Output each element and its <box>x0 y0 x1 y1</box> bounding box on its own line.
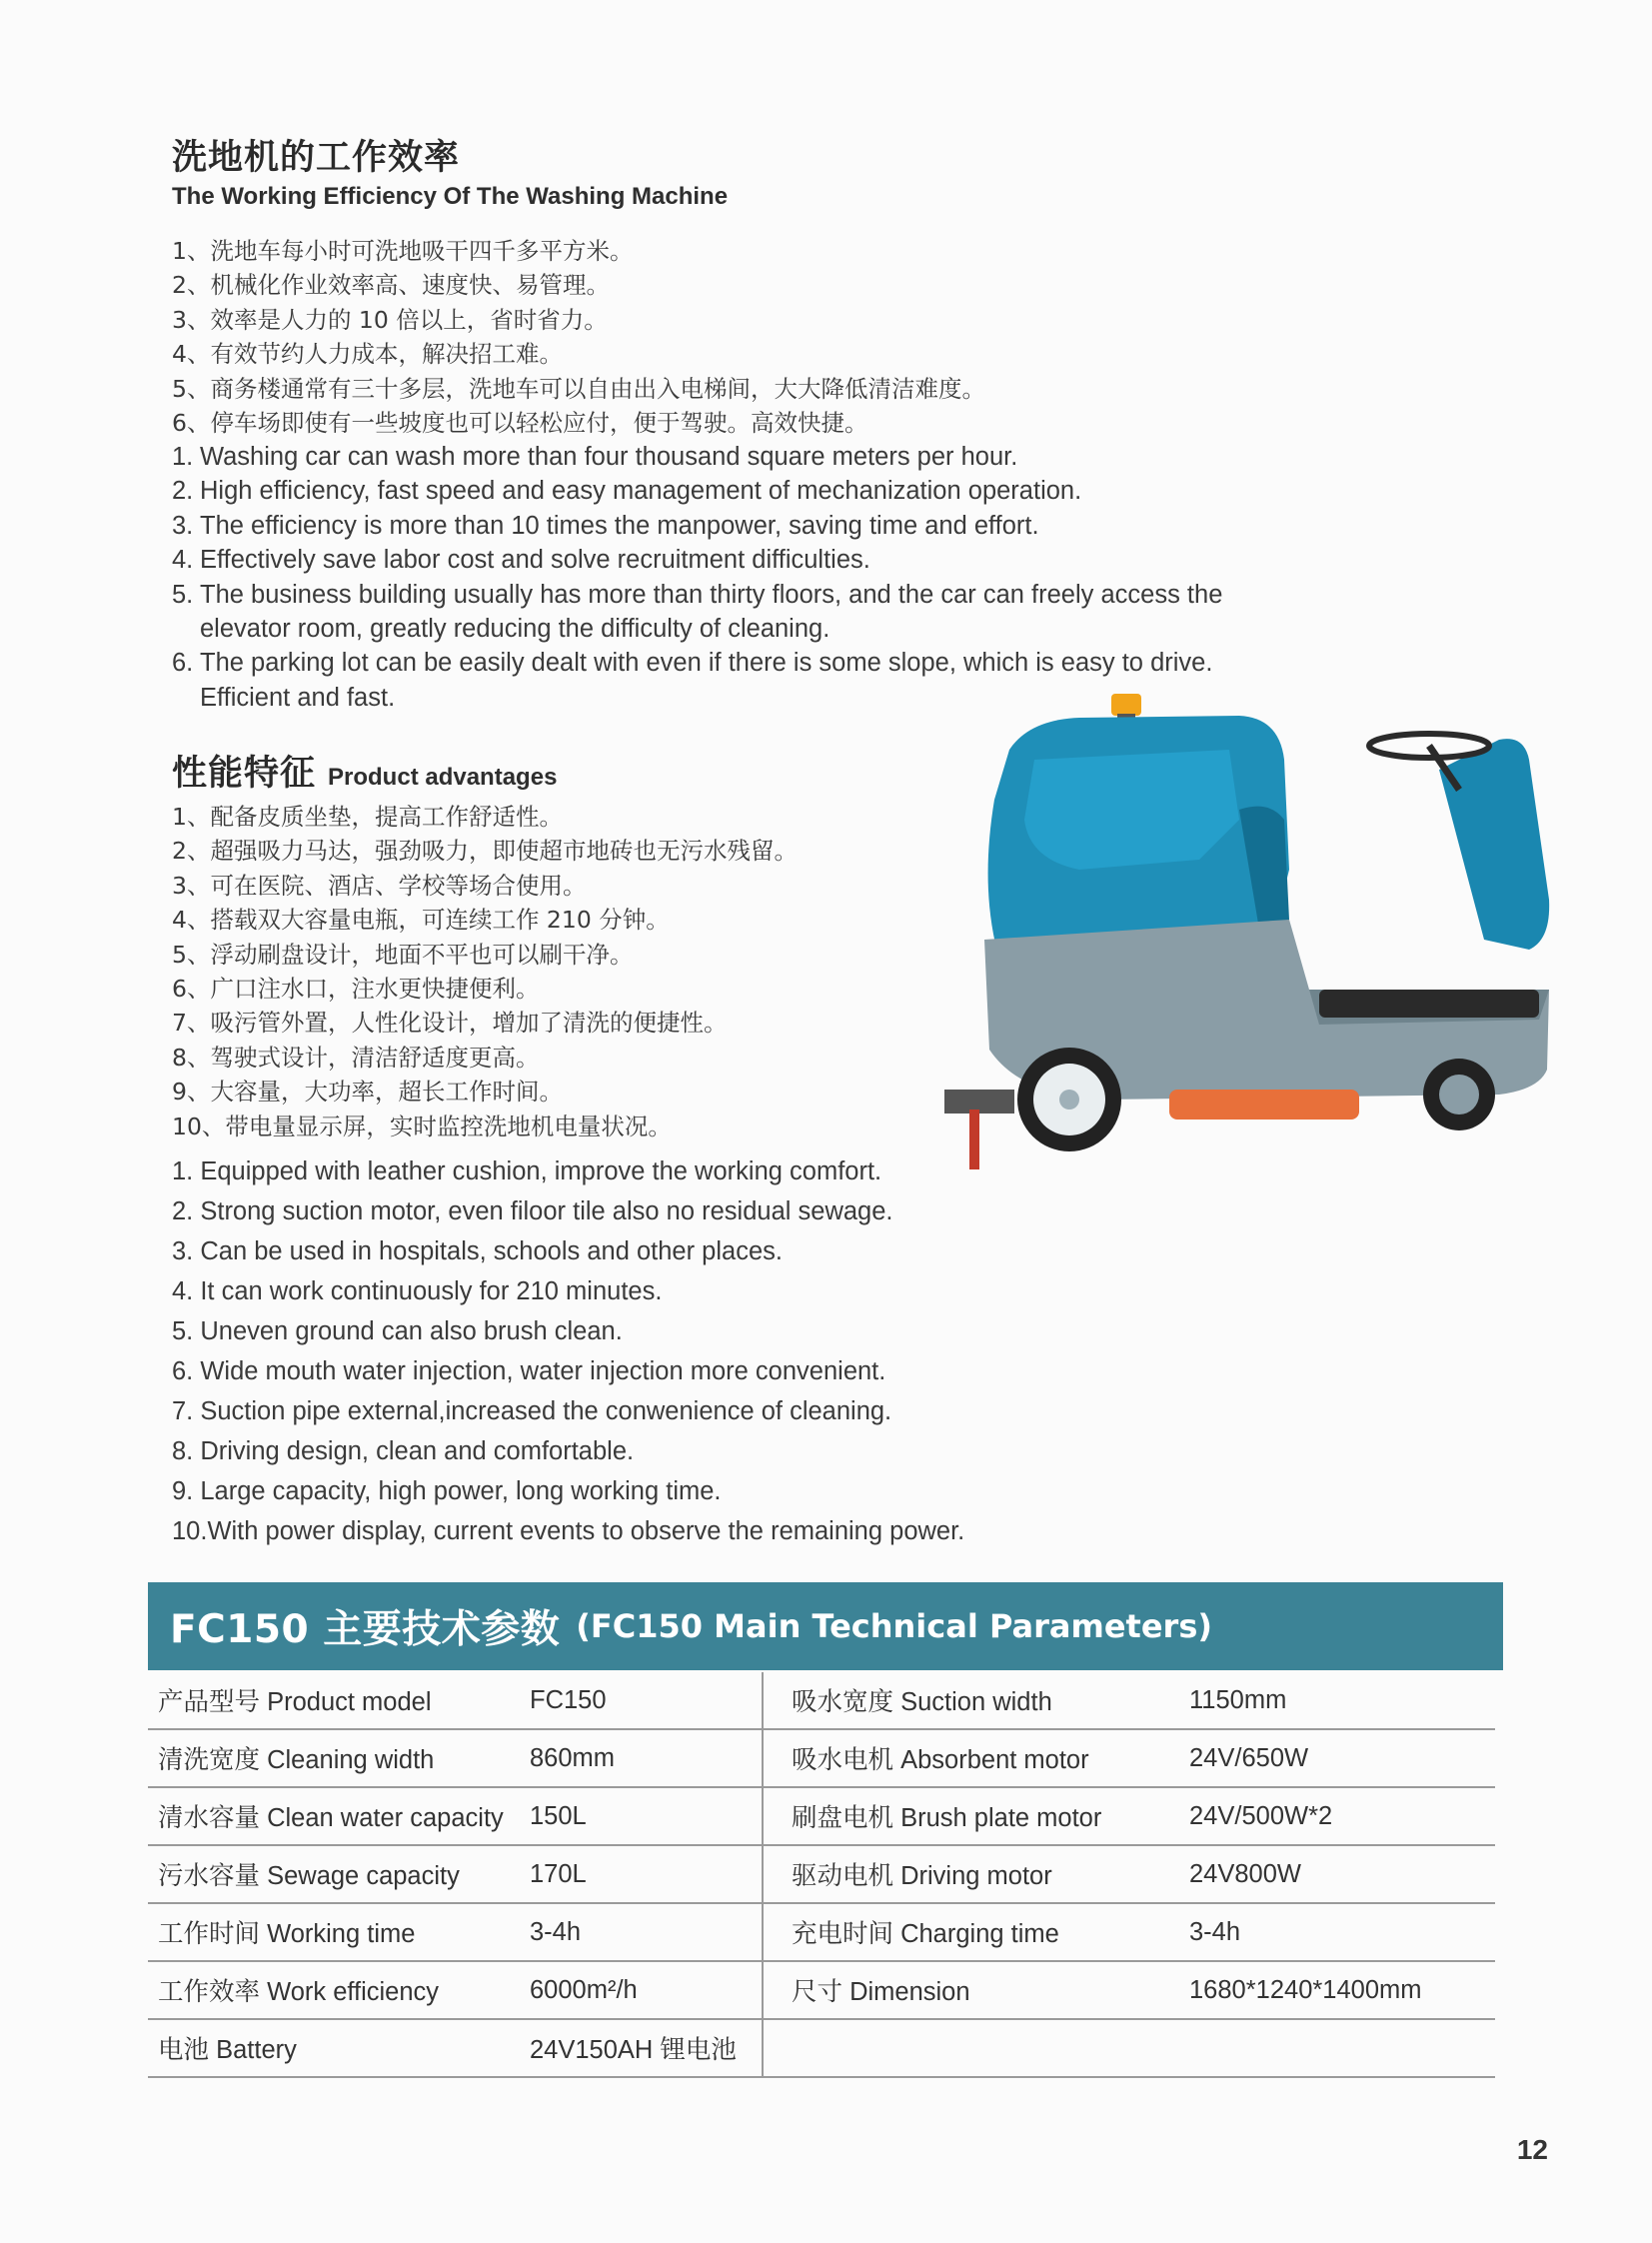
efficiency-list-en <box>172 440 1259 715</box>
list-item: 5、浮动刷盘设计，地面不平也可以刷干净。 <box>172 940 634 969</box>
param-value <box>1179 2019 1495 2077</box>
list-item: 4. It can work continuously for 210 minutes. <box>172 1277 663 1305</box>
item-number: 1. <box>172 443 194 471</box>
param-value: 24V800W <box>1179 1845 1495 1903</box>
param-label: 充电时间 Charging time <box>763 1903 1179 1961</box>
param-label: 驱动电机 Driving motor <box>763 1845 1179 1903</box>
warning-light <box>1111 694 1141 716</box>
param-label: 清水容量 Clean water capacity <box>148 1787 520 1845</box>
table-row <box>148 1672 1495 1729</box>
item-number: 5. <box>172 580 194 609</box>
param-value: 150L <box>520 1787 763 1845</box>
advantages-title-cn: 性能特征 <box>172 754 317 794</box>
list-item: 7、吸污管外置，人性化设计，增加了清洗的便捷性。 <box>172 1009 728 1038</box>
table-row <box>148 2019 1495 2077</box>
list-item <box>172 474 1259 508</box>
item-text: High efficiency, fast speed and easy management of mechanization operation. <box>200 477 1082 506</box>
table-row <box>148 1961 1495 2019</box>
item-number: 2. <box>172 477 194 506</box>
list-item: 10、带电量显示屏，实时监控洗地机电量状况。 <box>172 1112 672 1140</box>
param-label: 工作时间 Working time <box>148 1903 520 1961</box>
param-label: 刷盘电机 Brush plate motor <box>763 1787 1179 1845</box>
list-item <box>172 440 1259 474</box>
list-item: 3. Can be used in hospitals, schools and other places. <box>172 1237 783 1265</box>
list-item: 1. Equipped with leather cushion, improve the working comfort. <box>172 1157 882 1185</box>
list-item: 8. Driving design, clean and comfortable. <box>172 1437 635 1465</box>
table-row <box>148 1845 1495 1903</box>
list-item: 9. Large capacity, high power, long working time. <box>172 1477 722 1505</box>
params-banner <box>148 1582 1503 1670</box>
table-row <box>148 1729 1495 1787</box>
param-label: 产品型号 Product model <box>148 1672 520 1729</box>
efficiency-list-cn <box>172 234 985 440</box>
list-item: 5、商务楼通常有三十多层，洗地车可以自由出入电梯间，大大降低清洁难度。 <box>172 374 985 403</box>
list-item: 9、大容量，大功率，超长工作时间。 <box>172 1078 563 1107</box>
item-text: Effectively save labor cost and solve recruitment difficulties. <box>200 546 870 575</box>
params-title-en: (FC150 Main Technical Parameters) <box>576 1607 1212 1645</box>
table-row <box>148 1903 1495 1961</box>
item-number: 6. <box>172 649 194 678</box>
param-value: 24V/650W <box>1179 1729 1495 1787</box>
foot-plate <box>1319 990 1539 1018</box>
param-label <box>763 2019 1179 2077</box>
list-item: 2、机械化作业效率高、速度快、易管理。 <box>172 271 610 300</box>
steering-column <box>1439 739 1549 950</box>
list-item: 4、有效节约人力成本，解决招工难。 <box>172 340 563 369</box>
param-value: 1150mm <box>1179 1672 1495 1729</box>
param-value: FC150 <box>520 1672 763 1729</box>
param-value: 6000m²/h <box>520 1961 763 2019</box>
advantages-title-en: Product advantages <box>328 764 558 791</box>
brush-deck <box>1169 1090 1359 1120</box>
table-row <box>148 1787 1495 1845</box>
param-label: 吸水宽度 Suction width <box>763 1672 1179 1729</box>
advantages-list-en <box>172 1151 964 1551</box>
list-item <box>172 578 1259 647</box>
param-value: 860mm <box>520 1729 763 1787</box>
item-number: 4. <box>172 546 194 575</box>
list-item: 3、效率是人力的 10 倍以上，省时省力。 <box>172 305 608 334</box>
item-text: Washing car can wash more than four thousand square meters per hour. <box>200 443 1018 471</box>
param-label: 电池 Battery <box>148 2019 520 2077</box>
list-item: 2. Strong suction motor, even filoor tile also no residual sewage. <box>172 1197 893 1225</box>
list-item: 3、可在医院、酒店、学校等场合使用。 <box>172 871 587 900</box>
param-label: 清洗宽度 Cleaning width <box>148 1729 520 1787</box>
param-value: 170L <box>520 1845 763 1903</box>
page-number: 12 <box>1516 2134 1548 2165</box>
params-title-cn: FC150 主要技术参数 <box>170 1607 561 1652</box>
list-item: 1、洗地车每小时可洗地吸干四千多平方米。 <box>172 237 634 265</box>
list-item: 6. Wide mouth water injection, water injection more convenient. <box>172 1357 886 1385</box>
advantages-heading <box>172 746 557 796</box>
list-item: 6、广口注水口，注水更快捷便利。 <box>172 974 540 1003</box>
param-value: 3-4h <box>520 1903 763 1961</box>
list-item: 10.With power display, current events to observe the remaining power. <box>172 1517 965 1545</box>
param-value: 1680*1240*1400mm <box>1179 1961 1495 2019</box>
list-item: 2、超强吸力马达，强劲吸力，即使超市地砖也无污水残留。 <box>172 837 798 866</box>
item-text: The efficiency is more than 10 times the manpower, saving time and effort. <box>200 511 1039 540</box>
list-item <box>172 543 1259 577</box>
list-item <box>172 509 1259 543</box>
param-value: 24V150AH 锂电池 <box>520 2019 763 2077</box>
efficiency-title-cn: 洗地机的工作效率 <box>172 138 461 178</box>
list-item: 7. Suction pipe external,increased the conwenience of cleaning. <box>172 1397 892 1425</box>
list-item: 6、停车场即使有一些坡度也可以轻松应付，便于驾驶。高效快捷。 <box>172 408 868 437</box>
param-label: 尺寸 Dimension <box>763 1961 1179 2019</box>
floor-scrubber-image <box>939 690 1559 1189</box>
list-item: 8、驾驶式设计，清洁舒适度更高。 <box>172 1043 540 1072</box>
param-value: 24V/500W*2 <box>1179 1787 1495 1845</box>
advantages-list-cn <box>172 800 798 1143</box>
param-value: 3-4h <box>1179 1903 1495 1961</box>
efficiency-title-en: The Working Efficiency Of The Washing Machine <box>172 183 729 210</box>
param-label: 吸水电机 Absorbent motor <box>763 1729 1179 1787</box>
item-text: The business building usually has more than thirty floors, and the car can freely access the elevator room, greatly reducing the difficulty of cleaning. <box>200 580 1223 643</box>
param-label: 污水容量 Sewage capacity <box>148 1845 520 1903</box>
item-number: 3. <box>172 511 194 540</box>
param-label: 工作效率 Work efficiency <box>148 1961 520 2019</box>
params-table <box>148 1672 1495 2078</box>
item-text: The parking lot can be easily dealt with even if there is some slope, which is easy to drive. Efficient and fast. <box>200 649 1213 712</box>
list-item: 5. Uneven ground can also brush clean. <box>172 1317 623 1345</box>
list-item: 4、搭载双大容量电瓶，可连续工作 210 分钟。 <box>172 906 670 935</box>
list-item: 1、配备皮质坐垫，提高工作舒适性。 <box>172 803 563 831</box>
